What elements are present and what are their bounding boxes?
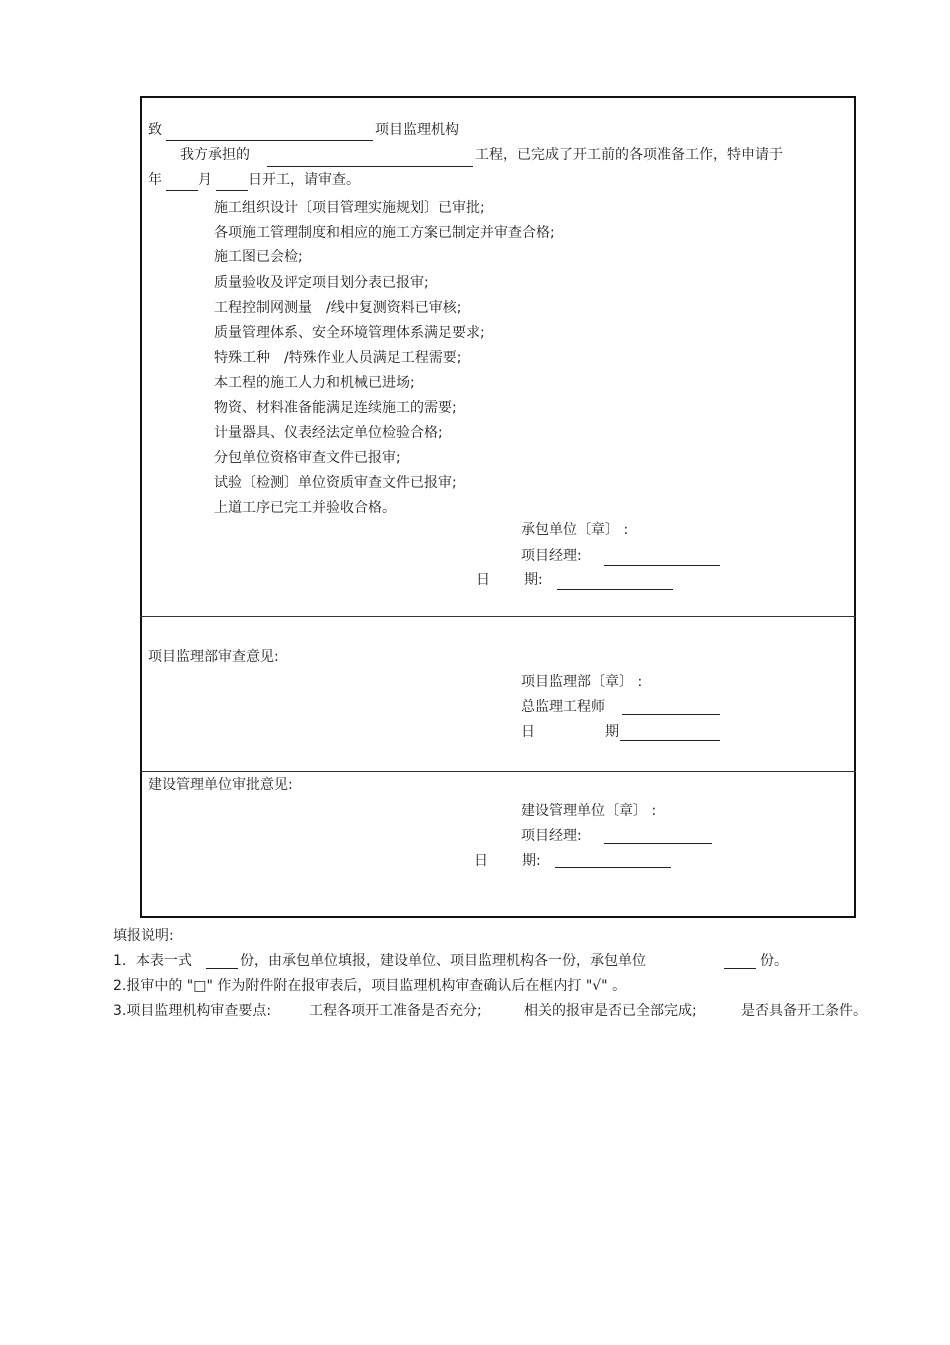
owner-seal-label: 建设管理单位〔章〕 :	[521, 803, 657, 819]
supervision-date-field[interactable]	[620, 740, 720, 741]
notes-heading: 填报说明:	[113, 928, 174, 944]
note-1-a: 1．本表一式	[113, 953, 192, 969]
project-name-field[interactable]	[267, 166, 473, 167]
note-3-a: 3.项目监理机构审查要点:	[113, 1003, 272, 1019]
to-prefix: 致	[148, 122, 162, 138]
project-manager-field[interactable]	[604, 565, 720, 566]
checklist-item: 工程控制网测量 /线中复测资料已审核;	[214, 300, 462, 316]
date-year-label: 年	[148, 172, 162, 188]
date-label-ri: 日	[476, 572, 490, 588]
contractor-seal-label: 承包单位〔章〕 :	[521, 522, 629, 538]
checklist-item: 上道工序已完工并验收合格。	[214, 500, 396, 516]
checklist-item: 质量验收及评定项目划分表已报审;	[214, 275, 429, 291]
checklist-item: 计量器具、仪表经法定单位检验合格;	[214, 425, 443, 441]
supervision-seal-label: 项目监理部〔章〕 :	[521, 674, 643, 690]
intro-suffix: 工程，已完成了开工前的各项准备工作，特申请于	[475, 147, 783, 163]
date-label-ri: 日	[521, 724, 535, 740]
note-1-b: 份，由承包单位填报，建设单位、项目监理机构各一份，承包单位	[240, 953, 646, 969]
owner-approval-title: 建设管理单位审批意见:	[148, 777, 293, 793]
checklist-item: 施工图已会检;	[214, 249, 303, 265]
owner-date-field[interactable]	[555, 867, 671, 868]
supervision-review-title: 项目监理部审查意见:	[148, 649, 279, 665]
checklist-item: 质量管理体系、安全环境管理体系满足要求;	[214, 325, 485, 341]
checklist-item: 本工程的施工人力和机械已进场;	[214, 375, 415, 391]
checklist-item: 特殊工种 /特殊作业人员满足工程需要;	[214, 350, 462, 366]
contractor-date-field[interactable]	[557, 589, 673, 590]
project-manager-label: 项目经理:	[521, 548, 582, 564]
copies-field[interactable]	[206, 968, 238, 969]
checklist-item: 试验〔检测〕单位资质审查文件已报审;	[214, 475, 457, 491]
note-3-c: 相关的报审是否已全部完成;	[524, 1003, 697, 1019]
section-divider	[140, 616, 856, 617]
contractor-copies-field[interactable]	[724, 968, 756, 969]
checklist-item: 各项施工管理制度和相应的施工方案已制定并审查合格;	[214, 225, 555, 241]
note-3-d: 是否具备开工条件。	[741, 1003, 867, 1019]
to-suffix: 项目监理机构	[375, 122, 459, 138]
date-label-ri: 日	[474, 853, 488, 869]
day-field[interactable]	[216, 190, 248, 191]
date-label-qi: 期:	[522, 853, 541, 869]
note-3-b: 工程各项开工准备是否充分;	[309, 1003, 482, 1019]
chief-engineer-field[interactable]	[622, 714, 720, 715]
intro-prefix: 我方承担的	[180, 147, 250, 163]
checklist-item: 分包单位资格审查文件已报审;	[214, 450, 401, 466]
owner-pm-label: 项目经理:	[521, 828, 582, 844]
section-divider	[140, 771, 856, 772]
checklist-item: 物资、材料准备能满足连续施工的需要;	[214, 400, 457, 416]
date-label-qi: 期:	[524, 572, 543, 588]
owner-pm-field[interactable]	[604, 843, 712, 844]
date-month-label: 月	[198, 172, 212, 188]
month-field[interactable]	[166, 190, 198, 191]
checklist-item: 施工组织设计〔项目管理实施规划〕已审批;	[214, 200, 485, 216]
chief-engineer-label: 总监理工程师	[521, 699, 605, 715]
note-1-c: 份。	[760, 953, 788, 969]
note-2: 2.报审中的 "□" 作为附件附在报审表后，项目监理机构审查确认后在框内打 "√" 。	[113, 978, 627, 994]
supervisor-name-field[interactable]	[166, 140, 373, 141]
date-label-qi: 期	[605, 724, 619, 740]
date-day-label: 日开工，请审查。	[248, 172, 360, 188]
